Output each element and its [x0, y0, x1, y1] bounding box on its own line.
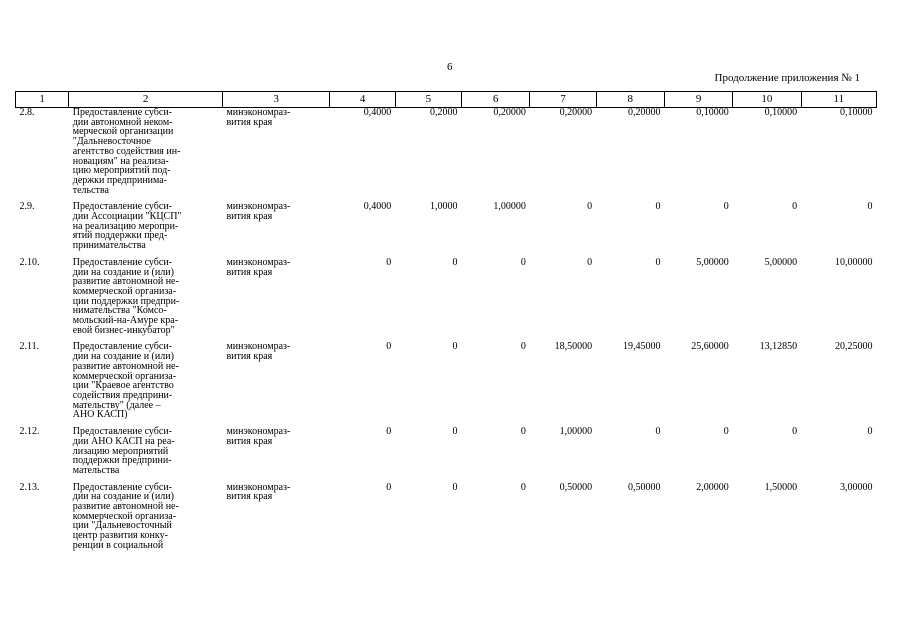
row-number: 2.12. — [19, 426, 40, 438]
column-header: 5 — [395, 92, 461, 108]
value-cell: 0 — [655, 256, 661, 268]
column-header: 6 — [462, 92, 530, 108]
measure-description: Предоставление субси- дии АНО КАСП на реа- лизацию мероприятий поддержки предприни- мательства — [72, 426, 175, 476]
value-cell: 18,50000 — [554, 341, 593, 353]
column-header: 11 — [801, 92, 876, 108]
value-cell: 0 — [867, 426, 873, 438]
value-cell: 0,4000 — [363, 201, 392, 213]
value-cell: 0,10000 — [696, 107, 729, 118]
value-cell: 0,20000 — [559, 107, 593, 118]
value-cell: 5,00000 — [764, 256, 798, 268]
executor: минэкономраз- вития края — [226, 341, 291, 363]
value-cell: 0,2000 — [430, 107, 458, 118]
table-row — [16, 483, 877, 558]
value-cell: 1,50000 — [764, 481, 798, 493]
measure-description: Предоставление субси- дии на создание и (или) развитие автономной не- коммерческой организа- ции "Краевое агентство содействия предприни- мательству" (далее – АНО КАСП) — [72, 341, 179, 421]
value-cell: 13,12850 — [759, 341, 798, 353]
row-number: 2.11. — [19, 341, 40, 353]
measure-description: Предоставление субси- дии автономной неком- мерческой организации "Дальневосточное агентство содействия ин- новациям" на реализа- цию мероприятий под- держки предпринима- тельства — [72, 107, 181, 196]
value-cell: 25,60000 — [691, 341, 729, 353]
column-header: 7 — [530, 92, 596, 108]
value-cell: 0 — [452, 426, 458, 438]
value-cell: 0 — [587, 256, 593, 268]
column-header: 8 — [596, 92, 664, 108]
measure-description: Предоставление субси- дии Ассоциации "КЦСП" на реализацию меропри- ятий поддержки пред- принимательства — [72, 201, 182, 252]
value-cell: 0 — [386, 341, 392, 353]
value-cell: 0 — [723, 201, 729, 213]
value-cell: 0 — [792, 201, 798, 213]
value-cell: 10,00000 — [835, 256, 873, 268]
program-table — [15, 91, 877, 558]
value-cell: 3,00000 — [840, 481, 873, 493]
column-header: 10 — [733, 92, 801, 108]
column-number-row — [16, 92, 877, 108]
value-cell: 0,10000 — [840, 107, 873, 118]
value-cell: 0,10000 — [764, 107, 798, 118]
table-row — [16, 342, 877, 427]
value-cell: 20,25000 — [835, 341, 873, 353]
value-cell: 0 — [723, 426, 729, 438]
value-cell: 0,4000 — [363, 107, 392, 118]
column-header: 4 — [330, 92, 395, 108]
value-cell: 0 — [655, 201, 661, 213]
executor: минэкономраз- вития края — [226, 481, 291, 503]
value-cell: 0 — [520, 341, 526, 353]
value-cell: 2,00000 — [696, 481, 729, 493]
measure-description: Предоставление субси- дии на создание и (или) развитие автономной не- коммерческой организа- ции поддержки предпри- нимательства "Комсо- мольский-на-Амуре кра- евой бизнес-инкубатор" — [72, 256, 180, 336]
table-row — [16, 108, 877, 203]
table-row — [16, 427, 877, 483]
executor: минэкономраз- вития края — [226, 256, 291, 278]
row-number: 2.8. — [19, 107, 35, 118]
row-number: 2.9. — [19, 201, 35, 213]
value-cell: 0 — [386, 481, 392, 493]
value-cell: 0 — [452, 256, 458, 268]
value-cell: 19,45000 — [622, 341, 661, 353]
value-cell: 1,00000 — [559, 426, 593, 438]
value-cell: 0 — [520, 426, 526, 438]
value-cell: 0 — [452, 481, 458, 493]
measure-description: Предоставление субси- дии на создание и (или) развитие автономной не- коммерческой организа- ции "Дальневосточный центр развития конку- ренции в социальной — [72, 481, 179, 551]
value-cell: 1,0000 — [430, 201, 458, 213]
value-cell: 0,20000 — [493, 107, 526, 118]
value-cell: 5,00000 — [696, 256, 729, 268]
value-cell: 0,50000 — [559, 481, 593, 493]
value-cell: 0 — [655, 426, 661, 438]
column-header: 2 — [69, 92, 223, 108]
table-row — [16, 202, 877, 258]
column-header: 9 — [664, 92, 732, 108]
value-cell: 0 — [386, 256, 392, 268]
column-header: 3 — [222, 92, 329, 108]
column-header: 1 — [16, 92, 69, 108]
value-cell: 0 — [452, 341, 458, 353]
executor: минэкономраз- вития края — [226, 426, 291, 447]
row-number: 2.10. — [19, 256, 40, 268]
value-cell: 0,20000 — [627, 107, 661, 118]
value-cell: 0 — [792, 426, 798, 438]
value-cell: 0 — [867, 201, 873, 213]
value-cell: 0 — [520, 256, 526, 268]
value-cell: 0,50000 — [627, 481, 661, 493]
table-row — [16, 258, 877, 343]
executor: минэкономраз- вития края — [226, 201, 291, 223]
continuation-label: Продолжение приложения № 1 — [714, 72, 860, 84]
executor: минэкономраз- вития края — [226, 107, 291, 128]
value-cell: 0 — [386, 426, 392, 438]
value-cell: 0 — [587, 201, 593, 213]
row-number: 2.13. — [19, 481, 40, 493]
page-number: 6 — [447, 61, 453, 73]
value-cell: 0 — [520, 481, 526, 493]
value-cell: 1,00000 — [493, 201, 526, 213]
